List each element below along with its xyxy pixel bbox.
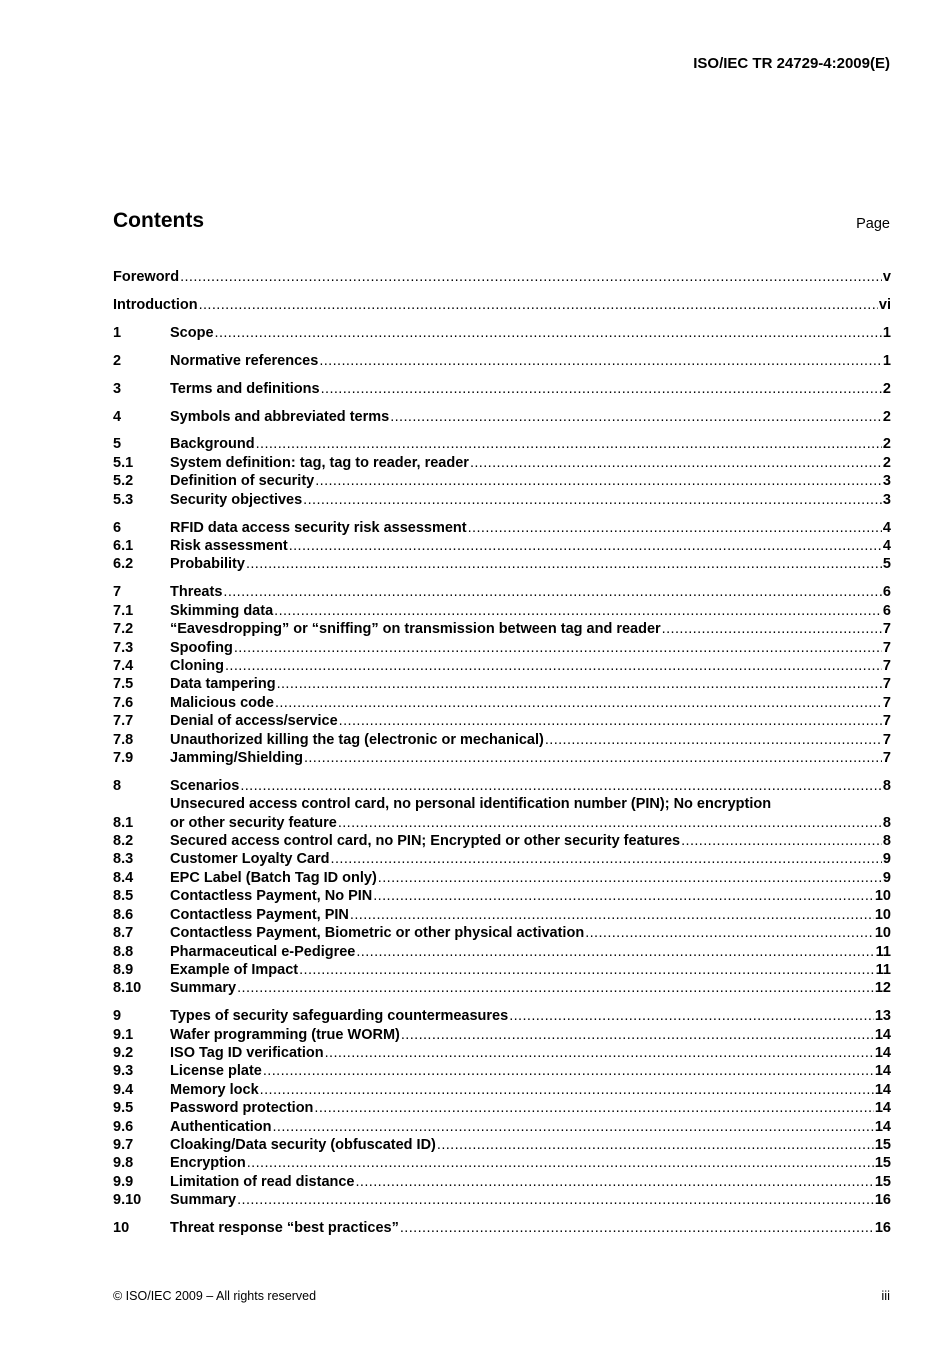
toc-entry[interactable] (113, 657, 891, 675)
dot-leader (223, 583, 882, 601)
toc-entry-page: vi (878, 296, 891, 313)
toc-entry-title: Terms and definitions (170, 380, 320, 397)
toc-entry[interactable] (113, 620, 891, 638)
toc-entry[interactable] (113, 639, 891, 657)
dot-leader (331, 850, 882, 868)
toc-entry-title: Authentication (170, 1118, 272, 1135)
toc-entry-title: Normative references (170, 352, 319, 369)
toc-entry-number: 1 (113, 324, 122, 341)
toc-entry[interactable] (113, 943, 891, 961)
toc-entry-page: 14 (874, 1081, 891, 1098)
dot-leader (338, 814, 882, 832)
toc-entry[interactable] (113, 352, 891, 370)
toc-entry-number: 9 (113, 1008, 122, 1025)
toc-entry[interactable] (113, 268, 891, 286)
dot-leader (390, 408, 882, 426)
toc-entry[interactable] (113, 537, 891, 555)
toc-entry-number: 7.6 (113, 694, 134, 711)
toc-entry-title: Types of security safeguarding countermeasures (170, 1008, 509, 1025)
toc-entry-title: RFID data access security risk assessment (170, 519, 467, 536)
toc-entry-number: 7.1 (113, 602, 134, 619)
toc-entry[interactable] (113, 491, 891, 509)
dot-leader (314, 1099, 873, 1117)
toc-entry-page: 14 (874, 1100, 891, 1117)
dot-leader (662, 620, 882, 638)
toc-entry-number: 9.10 (113, 1192, 142, 1209)
toc-entry-number: 7.5 (113, 676, 134, 693)
toc-entry-number: 8.10 (113, 980, 142, 997)
toc-entry-number: 5.3 (113, 491, 134, 508)
toc-entry[interactable] (113, 583, 891, 601)
dot-leader (275, 694, 882, 712)
toc-entry-title: Password protection (170, 1100, 314, 1117)
toc-entry-number: 9.8 (113, 1155, 134, 1172)
toc-entry-title: Summary (170, 1192, 237, 1209)
toc-entry-number: 4 (113, 408, 122, 425)
toc-entry[interactable] (113, 1173, 891, 1191)
toc-entry-number: 7.2 (113, 621, 134, 638)
toc-entry-title: Threat response “best practices” (170, 1220, 399, 1237)
toc-entry-number: 3 (113, 380, 122, 397)
toc-entry-number: 6 (113, 519, 122, 536)
toc-entry-title: Spoofing (170, 639, 233, 656)
toc-entry-page: 3 (882, 491, 891, 508)
dot-leader (237, 979, 874, 997)
toc-group (113, 268, 891, 286)
dot-leader (401, 1026, 874, 1044)
toc-entry-page: 2 (882, 436, 891, 453)
dot-leader (319, 352, 882, 370)
dot-leader (378, 869, 882, 887)
toc-group (113, 1007, 891, 1209)
toc-entry-page: 16 (874, 1192, 891, 1209)
toc-entry-title: Contactless Payment, PIN (170, 906, 349, 923)
dot-leader (303, 491, 882, 509)
dot-leader (277, 675, 882, 693)
toc-entry[interactable] (113, 1026, 891, 1044)
toc-entry-page: 12 (874, 980, 891, 997)
toc-entry-number: 7.9 (113, 749, 134, 766)
toc-group (113, 435, 891, 509)
toc-entry-number: 5.1 (113, 454, 134, 471)
toc-entry-page: 14 (874, 1026, 891, 1043)
toc-entry[interactable] (113, 602, 891, 620)
dot-leader (289, 537, 882, 555)
toc-entry-number: 5.2 (113, 473, 134, 490)
toc-entry-number: 8 (113, 777, 122, 794)
toc-entry-title: Pharmaceutical e-Pedigree (170, 943, 356, 960)
toc-entry-number: 8.9 (113, 961, 134, 978)
dot-leader (509, 1007, 874, 1025)
toc-entry-title: Skimming data (170, 602, 274, 619)
footer-page-number: iii (881, 1288, 890, 1303)
toc-entry[interactable] (113, 795, 891, 832)
toc-entry-page: 10 (874, 888, 891, 905)
toc-entry[interactable] (113, 850, 891, 868)
dot-leader (237, 1191, 874, 1209)
toc-entry-page: 15 (874, 1173, 891, 1190)
toc-entry[interactable] (113, 408, 891, 426)
toc-entry-title: ISO Tag ID verification (170, 1045, 324, 1062)
dot-leader (260, 1081, 874, 1099)
toc-entry-title: Memory lock (170, 1081, 259, 1098)
toc-group (113, 583, 891, 767)
toc-entry[interactable] (113, 924, 891, 942)
toc-entry[interactable] (113, 1007, 891, 1025)
toc-entry[interactable] (113, 435, 891, 453)
toc-entry-page: 6 (882, 584, 891, 601)
toc-entry-title: Definition of security (170, 473, 315, 490)
toc-entry-title: Cloaking/Data security (obfuscated ID) (170, 1137, 436, 1154)
toc-entry-number: 8.1 (113, 814, 134, 831)
dot-leader (304, 749, 882, 767)
toc-group (113, 408, 891, 426)
toc-entry[interactable] (113, 324, 891, 342)
dot-leader (274, 602, 882, 620)
table-of-contents (113, 268, 891, 1247)
dot-leader (180, 268, 882, 286)
toc-entry-page: 8 (882, 833, 891, 850)
toc-entry-title: Introduction (113, 296, 198, 313)
dot-leader (247, 1154, 874, 1172)
toc-entry-title: Jamming/Shielding (170, 749, 303, 766)
toc-entry-page: 10 (874, 906, 891, 923)
dot-leader (273, 1118, 874, 1136)
toc-entry-number: 9.9 (113, 1173, 134, 1190)
toc-entry-title: System definition: tag, tag to reader, reader (170, 454, 469, 471)
toc-entry-number: 8.7 (113, 925, 134, 942)
toc-entry-page: 1 (882, 324, 891, 341)
toc-entry[interactable] (113, 869, 891, 887)
toc-entry-title: Threats (170, 584, 223, 601)
toc-group (113, 324, 891, 342)
toc-entry-title: “Eavesdropping” or “sniffing” on transmission between tag and reader (170, 621, 661, 638)
toc-entry[interactable] (113, 979, 891, 997)
toc-entry[interactable] (113, 555, 891, 573)
toc-entry-number: 6.2 (113, 556, 134, 573)
toc-group (113, 777, 891, 998)
toc-entry[interactable] (113, 712, 891, 730)
toc-entry-page: 11 (875, 961, 891, 978)
document-id: ISO/IEC TR 24729-4:2009(E) (693, 55, 890, 72)
toc-entry-title: Security objectives (170, 491, 303, 508)
toc-entry-page: 8 (882, 814, 891, 831)
toc-group (113, 296, 891, 314)
toc-entry-title: Limitation of read distance (170, 1173, 355, 1190)
dot-leader (325, 1044, 874, 1062)
toc-entry-page: 7 (882, 657, 891, 674)
toc-entry-number: 9.3 (113, 1063, 134, 1080)
toc-entry-page: 2 (882, 380, 891, 397)
toc-entry[interactable] (113, 1118, 891, 1136)
dot-leader (470, 454, 882, 472)
toc-entry-title: Secured access control card, no PIN; Encrypted or other security features (170, 833, 681, 850)
toc-entry[interactable] (113, 380, 891, 398)
toc-entry-page: 3 (882, 473, 891, 490)
toc-entry[interactable] (113, 1136, 891, 1154)
toc-entry[interactable] (113, 1044, 891, 1062)
dot-leader (321, 380, 882, 398)
dot-leader (299, 961, 875, 979)
toc-entry-number: 8.2 (113, 833, 134, 850)
dot-leader (199, 296, 878, 314)
toc-entry-title: Contactless Payment, Biometric or other physical activation (170, 925, 585, 942)
toc-entry-title: Unsecured access control card, no personal identification number (PIN); No encryption (170, 796, 772, 813)
toc-entry-page: 9 (882, 851, 891, 868)
dot-leader (215, 324, 882, 342)
dot-leader (263, 1062, 874, 1080)
toc-entry-page: 2 (882, 454, 891, 471)
toc-entry-page: 5 (882, 556, 891, 573)
toc-entry-page: 4 (882, 537, 891, 554)
toc-entry-number: 6.1 (113, 537, 134, 554)
dot-leader (315, 472, 882, 490)
dot-leader (585, 924, 874, 942)
dot-leader (681, 832, 882, 850)
toc-entry-title: Symbols and abbreviated terms (170, 408, 390, 425)
toc-entry-title: Unauthorized killing the tag (electronic or mechanical) (170, 731, 544, 748)
toc-entry-title: Cloning (170, 657, 224, 674)
dot-leader (356, 1173, 874, 1191)
toc-entry-title: Example of Impact (170, 961, 299, 978)
toc-entry-page: 1 (882, 352, 891, 369)
toc-entry[interactable] (113, 887, 891, 905)
toc-entry-page: 14 (874, 1045, 891, 1062)
toc-group (113, 380, 891, 398)
toc-entry[interactable] (113, 1219, 891, 1237)
dot-leader (437, 1136, 874, 1154)
toc-entry-number: 9.7 (113, 1137, 134, 1154)
toc-entry[interactable] (113, 296, 891, 314)
toc-entry-number: 2 (113, 352, 122, 369)
toc-entry-number: 7.8 (113, 731, 134, 748)
toc-entry-title: Risk assessment (170, 537, 288, 554)
toc-entry[interactable] (113, 749, 891, 767)
toc-entry[interactable] (113, 1154, 891, 1172)
dot-leader (356, 943, 874, 961)
toc-entry[interactable] (113, 1191, 891, 1209)
toc-entry-number: 7 (113, 584, 122, 601)
toc-entry-page: 14 (874, 1063, 891, 1080)
toc-entry-page: 15 (874, 1137, 891, 1154)
contents-heading: Contents (113, 209, 204, 232)
toc-entry-page: 13 (874, 1008, 891, 1025)
toc-entry[interactable] (113, 519, 891, 537)
toc-entry-page: 8 (882, 777, 891, 794)
footer-copyright: © ISO/IEC 2009 – All rights reserved (113, 1289, 317, 1303)
dot-leader (339, 712, 882, 730)
toc-entry-number: 9.4 (113, 1081, 134, 1098)
toc-entry-title: Customer Loyalty Card (170, 851, 330, 868)
toc-entry-page: v (882, 269, 891, 285)
toc-entry-page: 16 (874, 1220, 891, 1237)
toc-entry[interactable] (113, 1099, 891, 1117)
dot-leader (468, 519, 882, 537)
toc-entry-title: Summary (170, 980, 237, 997)
toc-entry-page: 7 (882, 639, 891, 656)
toc-entry-title: Contactless Payment, No PIN (170, 888, 373, 905)
toc-entry-title: EPC Label (Batch Tag ID only) (170, 869, 377, 886)
toc-entry-page: 7 (882, 621, 891, 638)
toc-entry-title: Wafer programming (true WORM) (170, 1026, 400, 1043)
toc-entry[interactable] (113, 454, 891, 472)
dot-leader (246, 555, 882, 573)
toc-entry-page: 7 (882, 676, 891, 693)
toc-entry-title: License plate (170, 1063, 262, 1080)
toc-entry-number: 9.1 (113, 1026, 134, 1043)
dot-leader (350, 906, 874, 924)
toc-entry-page: 7 (882, 713, 891, 730)
dot-leader (256, 435, 882, 453)
toc-entry-title: Scenarios (170, 777, 240, 794)
toc-entry-number: 8.5 (113, 888, 134, 905)
toc-entry-number: 9.5 (113, 1100, 134, 1117)
toc-entry-page: 10 (874, 925, 891, 942)
toc-entry[interactable] (113, 1062, 891, 1080)
toc-group (113, 352, 891, 370)
toc-entry-number: 9.2 (113, 1045, 134, 1062)
toc-entry-title: Background (170, 436, 255, 453)
dot-leader (240, 777, 882, 795)
toc-entry-title: Malicious code (170, 694, 274, 711)
toc-entry-number: 7.7 (113, 713, 134, 730)
toc-entry-title: Encryption (170, 1155, 246, 1172)
toc-entry-number: 8.3 (113, 851, 134, 868)
toc-entry[interactable] (113, 961, 891, 979)
toc-group (113, 1219, 891, 1237)
toc-entry-title: Foreword (113, 269, 180, 285)
toc-entry[interactable] (113, 1081, 891, 1099)
toc-entry-number: 7.3 (113, 639, 134, 656)
toc-entry-title: Data tampering (170, 676, 276, 693)
toc-entry-page: 6 (882, 602, 891, 619)
toc-entry-page: 7 (882, 694, 891, 711)
toc-entry-number: 9.6 (113, 1118, 134, 1135)
toc-entry-number: 8.6 (113, 906, 134, 923)
toc-entry-number: 8.4 (113, 869, 134, 886)
toc-entry-page: 7 (882, 731, 891, 748)
toc-entry-title-continued: or other security feature (170, 814, 337, 831)
dot-leader (545, 731, 882, 749)
toc-entry-page: 9 (882, 869, 891, 886)
toc-entry[interactable] (113, 731, 891, 749)
toc-entry[interactable] (113, 777, 891, 795)
dot-leader (234, 639, 882, 657)
toc-entry-title: Probability (170, 556, 245, 573)
dot-leader (400, 1219, 874, 1237)
toc-entry-title: Scope (170, 324, 214, 341)
toc-entry-page: 11 (875, 943, 891, 960)
toc-entry-page: 7 (882, 749, 891, 766)
toc-group (113, 519, 891, 574)
toc-entry-title: Denial of access/service (170, 713, 338, 730)
dot-leader (225, 657, 882, 675)
toc-entry-number: 8.8 (113, 943, 134, 960)
toc-entry-page: 15 (874, 1155, 891, 1172)
toc-entry[interactable] (113, 832, 891, 850)
dot-leader (373, 887, 874, 905)
toc-entry[interactable] (113, 694, 891, 712)
toc-entry-page: 2 (882, 408, 891, 425)
page-column-label: Page (856, 216, 890, 232)
toc-entry[interactable] (113, 675, 891, 693)
toc-entry[interactable] (113, 906, 891, 924)
toc-entry[interactable] (113, 472, 891, 490)
toc-entry-page: 14 (874, 1118, 891, 1135)
toc-entry-number: 10 (113, 1220, 130, 1237)
toc-entry-number: 5 (113, 436, 122, 453)
toc-entry-number: 7.4 (113, 657, 134, 674)
toc-entry-page: 4 (882, 519, 891, 536)
